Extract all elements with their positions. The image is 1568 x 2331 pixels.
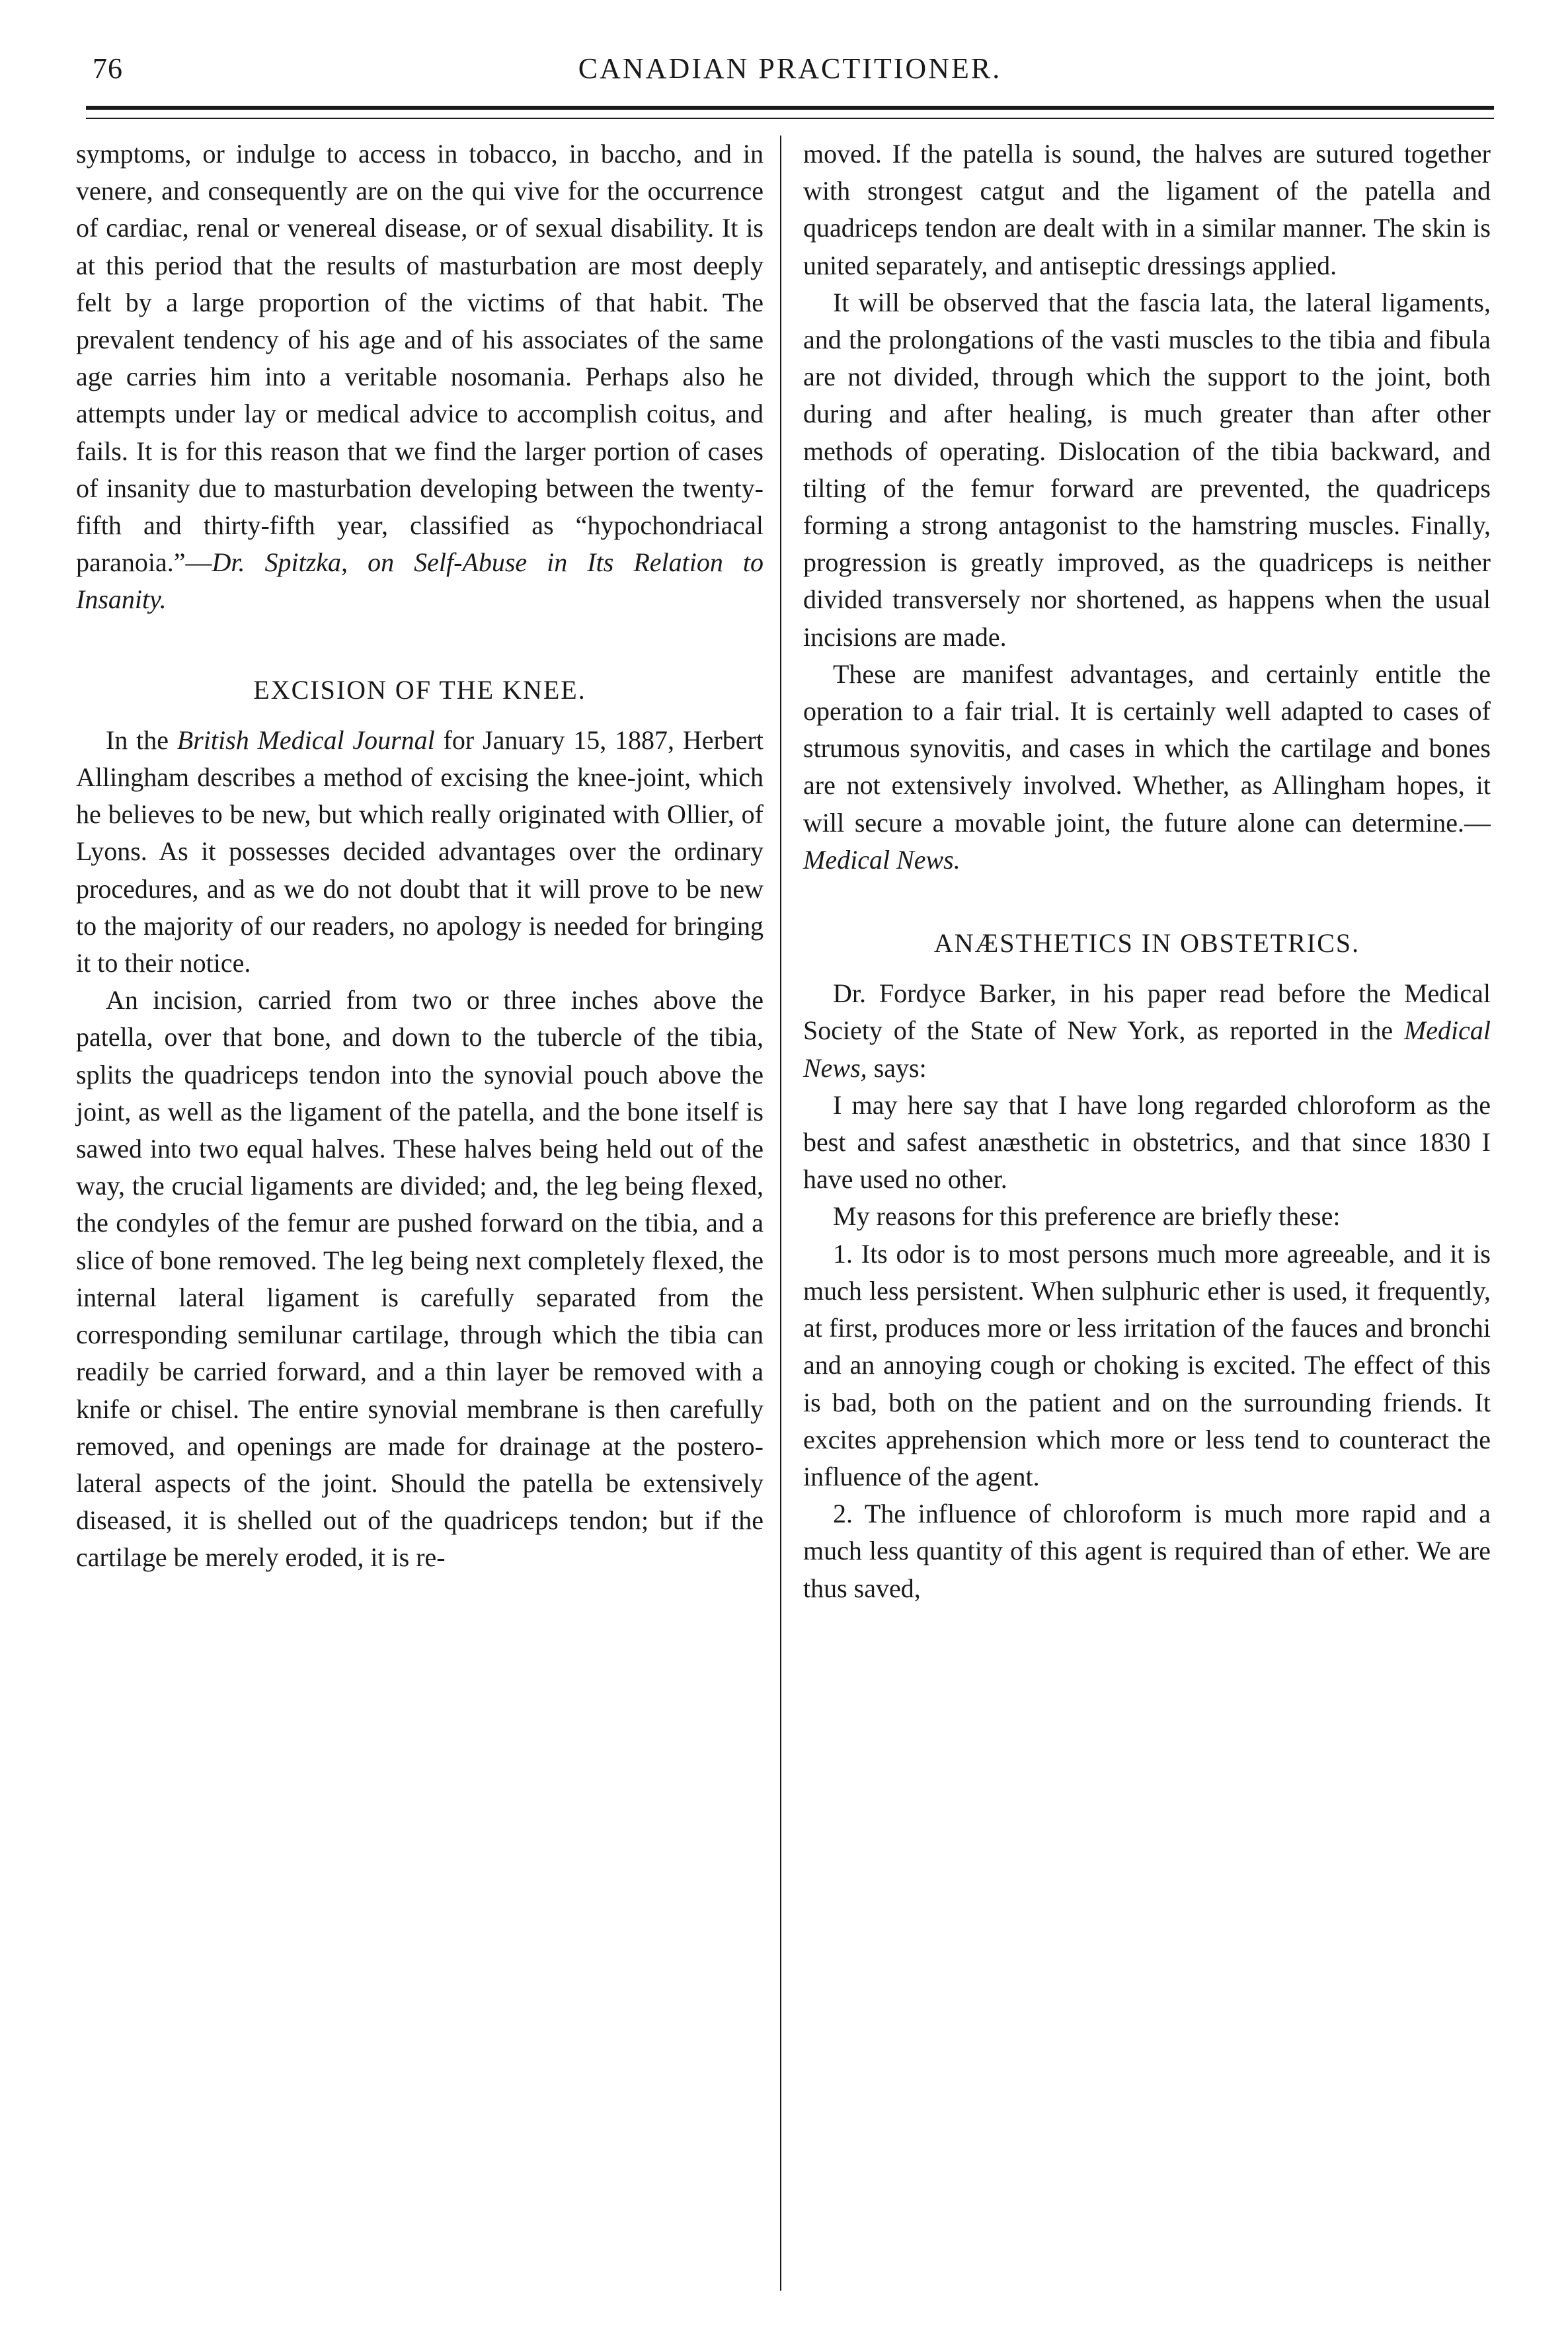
journal-title: Medical News, (803, 1015, 1491, 1083)
paragraph: An incision, carried from two or three inches above the patella, over that bone, and down to the tubercle of the tibia, splits the quadriceps tendon into the synovial pouch above the joint, as well as the ligament of the patella, and the bone itself is sawed into two equal halves. These halves being held out of the way, the crucial ligaments are divided; and, the leg being flexed, the condyles of the femur are pushed forward on the tibia, and a slice of bone removed. The leg being next completely flexed, the internal lateral ligament is carefully separated from the corresponding semilunar cartilage, through which the tibia can readily be carried forward, and a thin layer be removed with a knife or chisel. The entire synovial membrane is then carefully removed, and openings are made for drainage at the postero-lateral aspects of the joint. Should the patella be extensively diseased, it is shelled out of the quadriceps tendon; but if the cartilage be merely eroded, it is re- (76, 985, 764, 1573)
section-spacer (76, 619, 764, 672)
journal-title: British Medical Journal (176, 725, 435, 755)
page-number: 76 (93, 52, 123, 85)
citation: Dr. Spitzka, on Self-Abuse in Its Relation to Insanity. (76, 547, 764, 615)
citation: Medical News. (803, 844, 960, 875)
paragraph-text: says: (867, 1052, 927, 1083)
page-header (86, 52, 1494, 98)
paragraph: I may here say that I have long regarded chloroform as the best and safest anæsthetic in obstetrics, and that since 1830 I have used no other. (803, 1089, 1491, 1195)
paragraph (76, 722, 764, 982)
paragraph (803, 975, 1491, 1087)
paragraph: moved. If the patella is sound, the halves are sutured together with strongest catgut and the ligament of the patella and quadriceps tendon are dealt with in a similar manner. The skin is united separately, and antiseptic dressings applied. (803, 139, 1491, 280)
running-title: CANADIAN PRACTITIONER. (578, 52, 1002, 85)
section-spacer (803, 879, 1491, 925)
paragraph (76, 136, 764, 619)
paragraph: My reasons for this preference are briefly these: (833, 1201, 1341, 1232)
header-rule-thin (86, 118, 1494, 119)
header-rule-thick (86, 106, 1494, 110)
section-heading-excision: EXCISION OF THE KNEE. (253, 674, 586, 705)
paragraph-text: symptoms, or indulge to access in tobacco, in baccho, and in venere, and consequently are on the qui vive for the occurrence of cardiac, renal or venereal disease, or of sexual disability. It is at this period that the results of masturbation are most deeply felt by a large proportion of the victims of that habit. The prevalent tendency of his age and of his associates of the same age carries him into a veritable nosomania. Perhaps also he attempts under lay or medical advice to accomplish coitus, and fails. It is for this reason that we find the larger portion of cases of insanity due to masturbation developing between the twenty-fifth and thirty-fifth year, classified as “hypochondriacal paranoia.”— (76, 139, 764, 578)
paragraph-text: for January 15, 1887, Herbert Allingham describes a method of excising the knee-joint, which he believes to be new, but which really originated with Ollier, of Lyons. As it possesses decided advantages over the ordinary procedures, and as we do not doubt that it will prove to be new to the majority of our readers, no apology is needed for bringing it to their notice. (76, 725, 764, 978)
paragraph: It will be observed that the fascia lata, the lateral ligaments, and the prolongations of the vasti muscles to the tibia and fibula are not divided, through which the support to the joint, both during and after healing, is much greater than after other methods of operating. Dislocation of the tibia backward, and tilting of the femur forward are prevented, the quadriceps forming a strong antagonist to the hamstring muscles. Finally, progression is greatly improved, as the quadriceps is neither divided transversely nor shortened, as happens when the usual incisions are made. (803, 287, 1491, 652)
section-spacer (76, 709, 764, 722)
paragraph: 2. The influence of chloroform is much more rapid and a much less quantity of this agent is required than of ether. We are thus saved, (803, 1499, 1491, 1603)
column-divider (780, 136, 781, 2291)
paragraph-text: Dr. Fordyce Barker, in his paper read before the Medical Society of the State of New York, as reported in the (803, 978, 1491, 1046)
left-column (76, 136, 764, 1577)
right-column (803, 136, 1491, 1607)
paragraph-text: These are manifest advantages, and certainly entitle the operation to a fair trial. It is certainly well adapted to cases of strumous synovitis, and cases in which the cartilage and bones are not extensively involved. Whether, as Allingham hopes, it will secure a movable joint, the future alone can determine.— (803, 658, 1491, 838)
paragraph: 1. Its odor is to most persons much more agreeable, and it is much less persistent. When sulphuric ether is used, it frequently, at first, produces more or less irritation of the fauces and bronchi and an annoying cough or choking is excited. The effect of this is bad, both on the patient and on the surrounding friends. It excites apprehension which more or less tend to counteract the influence of the agent. (803, 1238, 1491, 1491)
section-spacer (803, 962, 1491, 975)
paragraph-text: In the (106, 725, 177, 755)
section-heading-anaesthetics: ANÆSTHETICS IN OBSTETRICS. (933, 928, 1360, 959)
paragraph (803, 656, 1491, 879)
